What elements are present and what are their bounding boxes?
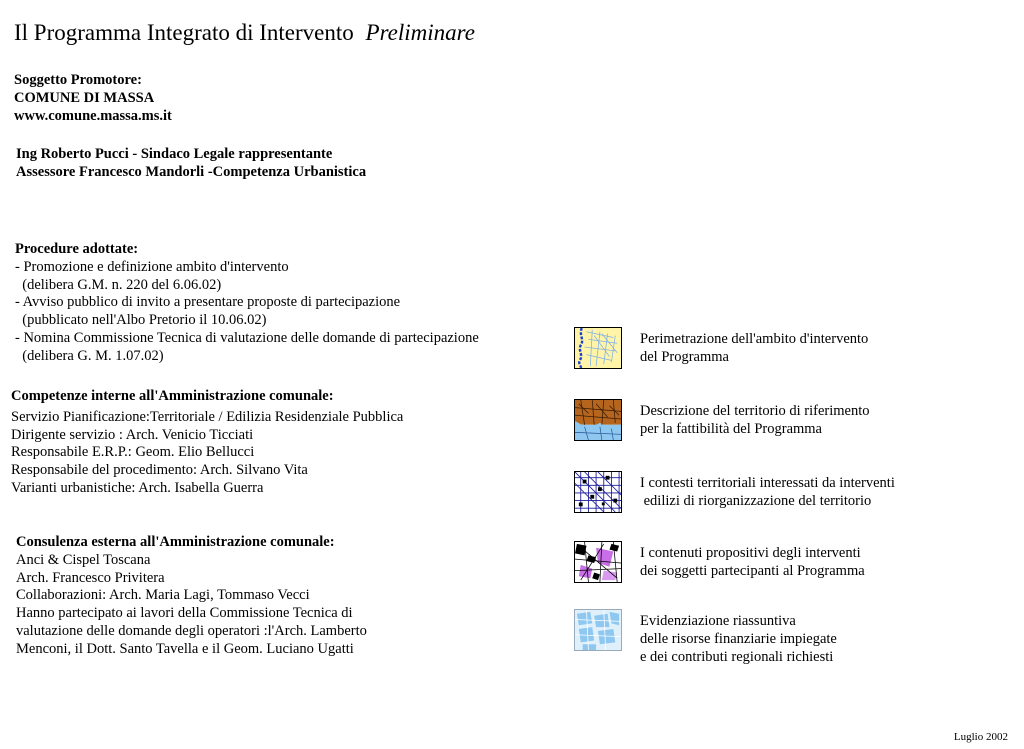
- external-line: Anci & Cispel Toscana: [16, 551, 151, 568]
- promoter-name: COMUNE DI MASSA: [14, 89, 155, 106]
- external-line: Menconi, il Dott. Santo Tavella e il Geom. Luciano Ugatti: [16, 640, 354, 657]
- legend-line: I contesti territoriali interessati da interventi: [640, 475, 895, 491]
- internal-line: Servizio Pianificazione:Territoriale / Edilizia Residenziale Pubblica: [11, 408, 404, 425]
- legend-text-perimeter: [640, 331, 868, 367]
- legend-line: delle risorse finanziarie impiegate: [640, 630, 837, 647]
- title-text: Il Programma Integrato di Intervento: [14, 20, 354, 45]
- internal-line: Responsabile E.R.P.: Geom. Elio Bellucci: [11, 444, 255, 461]
- procedures-heading: Procedure adottate:: [15, 241, 139, 257]
- legend-line: Descrizione del territorio di riferimento: [640, 403, 870, 419]
- proposals-map-icon: [574, 541, 622, 583]
- internal-heading: Competenze interne all'Amministrazione comunale:: [11, 388, 334, 404]
- legend-line: del Programma: [640, 348, 729, 365]
- resources-map-icon: [574, 609, 622, 651]
- title-subtitle: Preliminare: [365, 20, 475, 45]
- legend-text-proposals: [640, 545, 865, 581]
- procedure-line: (delibera G. M. 1.07.02): [15, 347, 164, 364]
- legend-line: per la fattibilità del Programma: [640, 420, 822, 437]
- promoter-block: [14, 72, 172, 125]
- external-heading: Consulenza esterna all'Amministrazione comunale:: [16, 534, 335, 550]
- internal-line: Responsabile del procedimento: Arch. Silvano Vita: [11, 462, 308, 479]
- procedure-line: - Promozione e definizione ambito d'intervento: [15, 258, 289, 275]
- internal-line: Dirigente servizio : Arch. Venicio Ticciati: [11, 426, 254, 443]
- legend-line: edilizi di riorganizzazione del territorio: [640, 492, 872, 509]
- external-line: Arch. Francesco Privitera: [16, 569, 165, 586]
- legend-text-territory: [640, 403, 870, 439]
- external-line: Collaborazioni: Arch. Maria Lagi, Tommaso Vecci: [16, 587, 310, 604]
- legend-line: I contenuti propositivi degli interventi: [640, 545, 861, 561]
- promoter-website: www.comune.massa.ms.it: [14, 107, 172, 124]
- assessor-line: Assessore Francesco Mandorli -Competenza Urbanistica: [16, 163, 367, 180]
- perimeter-map-icon: [574, 327, 622, 369]
- internal-line: Varianti urbanistiche: Arch. Isabella Guerra: [11, 479, 264, 496]
- officials-block: [16, 146, 366, 182]
- procedures-block: [15, 241, 479, 366]
- procedure-line: - Avviso pubblico di invito a presentare proposte di partecipazione: [15, 294, 401, 311]
- legend-line: e dei contributi regionali richiesti: [640, 648, 834, 665]
- procedure-line: (delibera G.M. n. 220 del 6.06.02): [15, 276, 222, 293]
- contexts-map-icon: [574, 471, 622, 513]
- external-line: Hanno partecipato ai lavori della Commissione Tecnica di: [16, 605, 353, 622]
- page-title: [14, 20, 475, 46]
- territory-map-icon: [574, 399, 622, 441]
- internal-block: [11, 388, 403, 498]
- external-block: [16, 534, 367, 659]
- promoter-label: Soggetto Promotore:: [14, 72, 142, 88]
- legend-text-resources: [640, 613, 837, 666]
- footer-date: Luglio 2002: [953, 731, 1008, 743]
- legend-text-contexts: [640, 475, 895, 511]
- legend-line: Evidenziazione riassuntiva: [640, 613, 796, 629]
- legend-line: Perimetrazione dell'ambito d'intervento: [640, 331, 869, 347]
- mayor-line: Ing Roberto Pucci - Sindaco Legale rappresentante: [16, 146, 333, 162]
- procedure-line: (pubblicato nell'Albo Pretorio il 10.06.02): [15, 312, 267, 329]
- legend-line: dei soggetti partecipanti al Programma: [640, 562, 865, 579]
- procedure-line: - Nomina Commissione Tecnica di valutazione delle domande di partecipazione: [15, 329, 479, 346]
- external-line: valutazione delle domande degli operatori :l'Arch. Lamberto: [16, 622, 367, 639]
